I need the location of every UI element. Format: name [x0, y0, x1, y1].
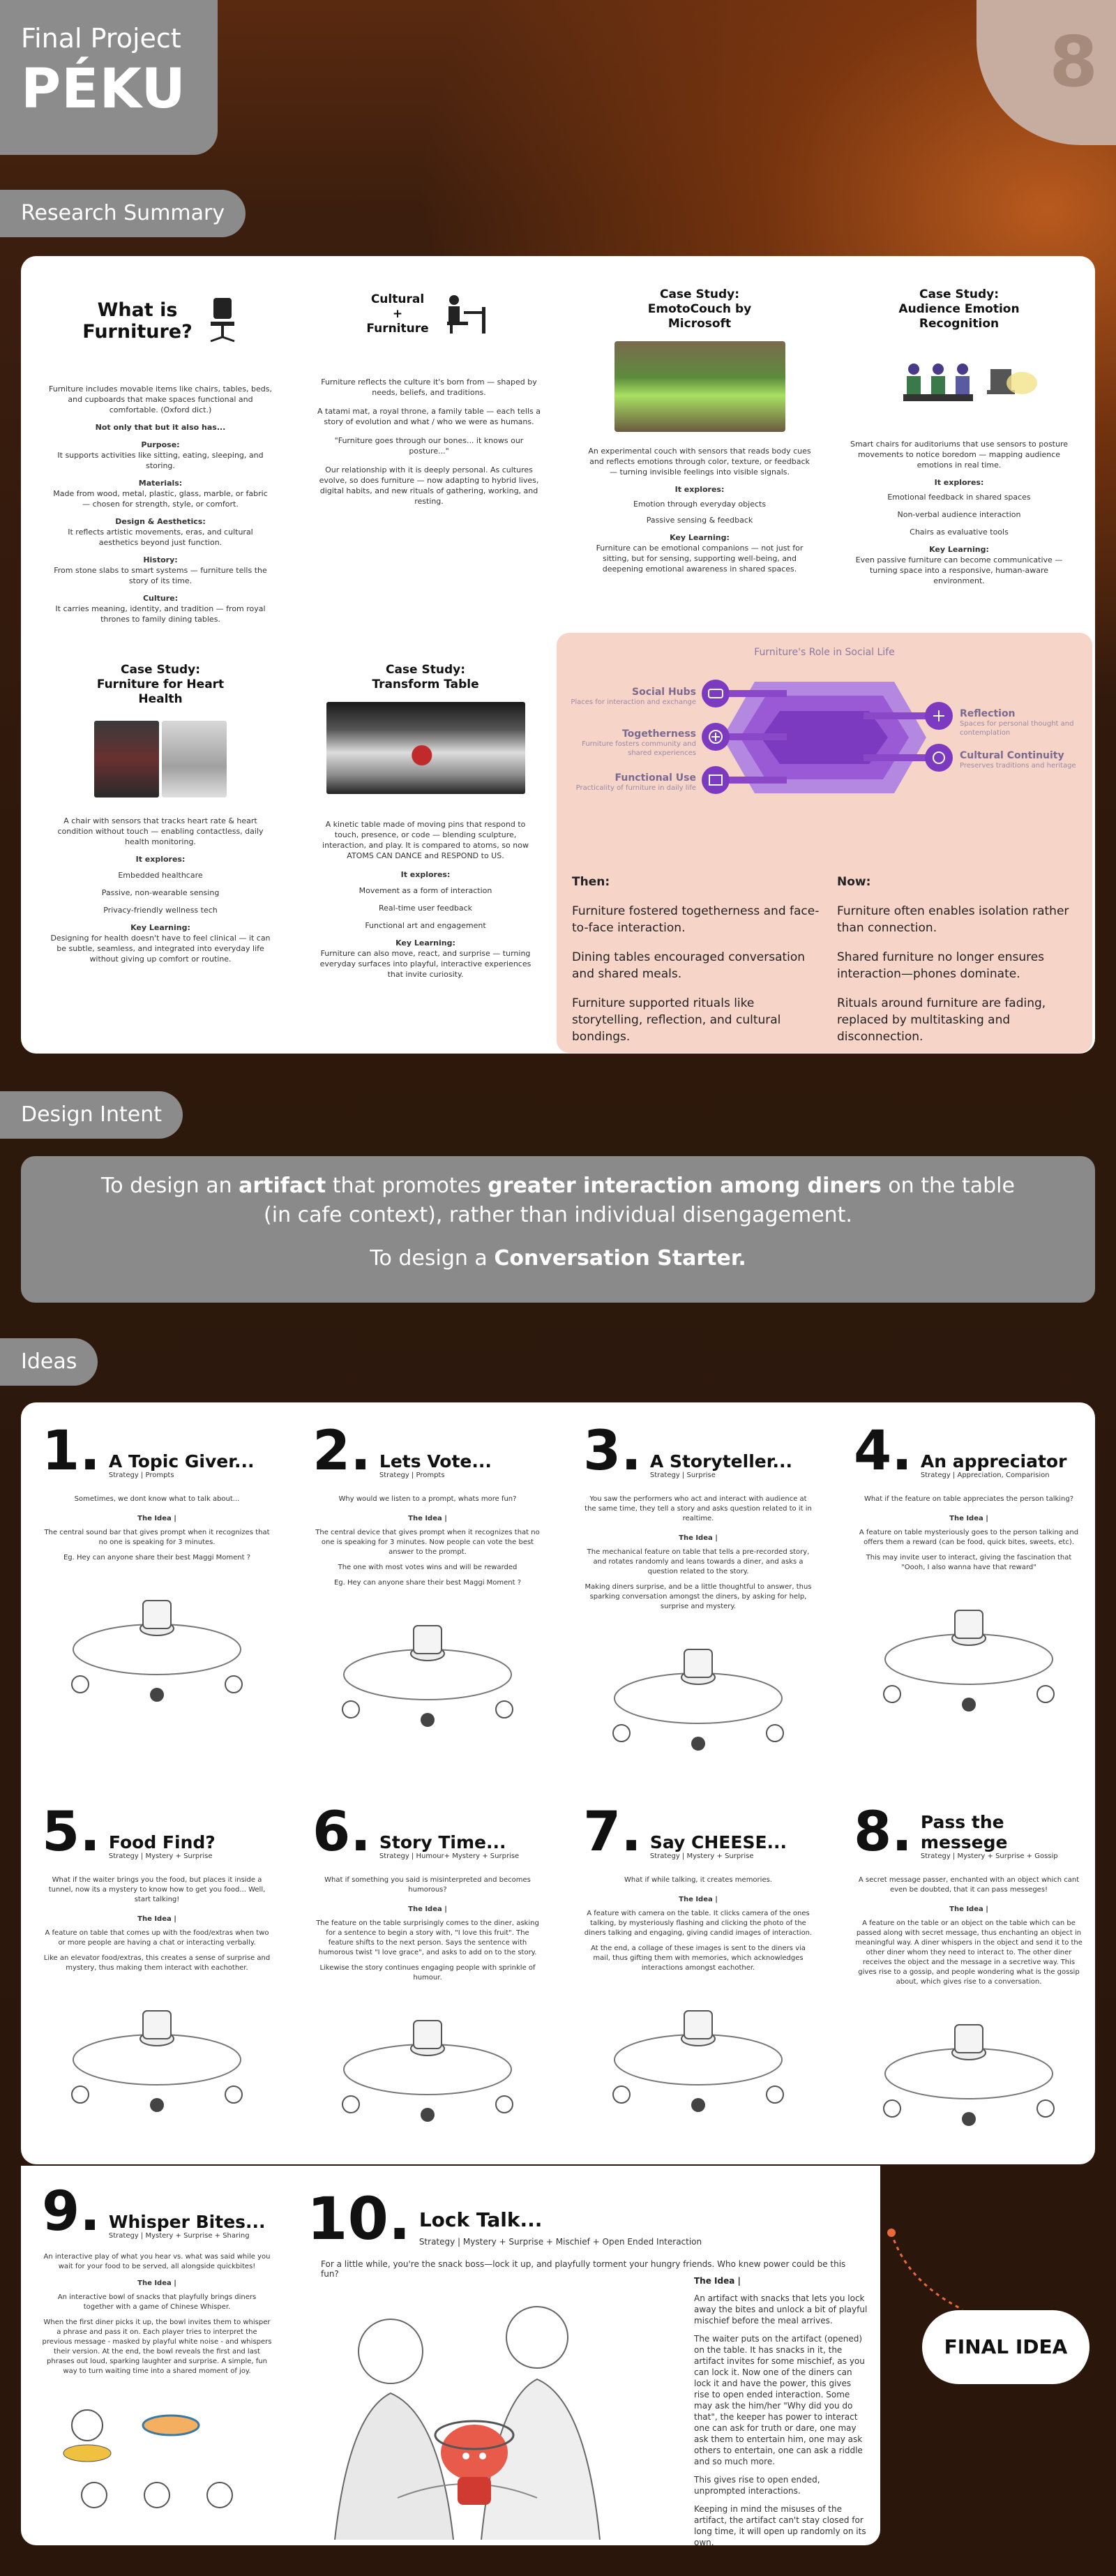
functional-use-label: Functional Use [614, 772, 696, 784]
emoto-explores-heading: It explores: [674, 485, 725, 494]
idea-3-number: 3. [583, 1420, 642, 1483]
idea-3-idea-heading: The Idea | [679, 1534, 718, 1542]
idea-3-extra: Making diners surprise, and be a little thoughtful to answer, thus sparking conversation amongst the diners, by asking for help, surprise and mystery. [585, 1583, 812, 1610]
intent-text-c: that promotes [326, 1174, 488, 1198]
materials-heading: Materials: [138, 479, 183, 488]
section-label-intent: Design Intent [0, 1091, 183, 1139]
idea-9-intro: An interactive play of what you hear vs. what was said while you wait for your food to be served, all alongside quickbites! [43, 2253, 271, 2270]
transform-learning-text: Furniture can also move, react, and surprise — turning everyday surfaces into playful, interactive experiences that invite curiosity. [319, 949, 531, 979]
idea-4-number: 4. [854, 1420, 912, 1483]
audience-learning-heading: Key Learning: [929, 545, 989, 554]
idea-8-idea-heading: The Idea | [949, 1905, 988, 1913]
furniture-definition: Furniture includes movable items like chairs, tables, beds, and cupboards that make spaces functional and comfortable. (Oxford dict.) [49, 384, 273, 414]
idea-8 [854, 1801, 1084, 2129]
heart-column [49, 663, 272, 964]
idea-2-idea-heading: The Idea | [408, 1515, 447, 1522]
cultural-title-2: + [392, 306, 403, 321]
heart-title-3: Health [138, 692, 183, 706]
idea-1-number: 1. [42, 1420, 100, 1483]
then-point-1: Furniture fostered togetherness and face-to-face interaction. [572, 904, 820, 935]
final-idea-badge: FINAL IDEA [922, 2310, 1089, 2384]
furniture-title-1: What is [97, 299, 178, 321]
idea-2-strategy: Strategy | Prompts [379, 1472, 445, 1479]
now-column [837, 874, 1081, 1045]
emoto-learning-heading: Key Learning: [670, 533, 730, 542]
idea-1-sketch [52, 1573, 262, 1705]
audience-explore-1: Emotional feedback in shared spaces [887, 493, 1031, 502]
intent-text-d: greater interaction among diners [488, 1174, 882, 1198]
idea-7-strategy: Strategy | Mystery + Surprise [649, 1852, 754, 1860]
continuity-label: Cultural Continuity [960, 750, 1064, 761]
cultural-text-1: Furniture reflects the culture it's born from — shaped by needs, beliefs, and traditions. [321, 377, 537, 397]
idea-9-text: An interactive bowl of snacks that playfully brings diners together with a game of Chinese Whisper. [57, 2293, 257, 2311]
reflection-desc: Spaces for personal thought and contemplation [960, 720, 1074, 737]
idea-5-strategy: Strategy | Mystery + Surprise [108, 1852, 213, 1860]
heart-explore-1: Embedded healthcare [118, 871, 203, 880]
heart-title-1: Case Study: [120, 663, 201, 677]
idea-6-number: 6. [312, 1801, 371, 1864]
emoto-title-1: Case Study: [659, 287, 740, 301]
intent-text-b: artifact [239, 1174, 326, 1198]
idea-2-intro: Why would we listen to a prompt, whats more fun? [338, 1495, 517, 1503]
culture-heading: Culture: [142, 594, 179, 603]
purpose-text: It supports activities like sitting, eating, sleeping, and storing. [57, 451, 264, 470]
idea-2-title: Lets Vote... [379, 1451, 492, 1472]
idea-4-intro: What if the feature on table appreciates the person talking? [864, 1495, 1074, 1503]
social-life-panel [557, 633, 1092, 1053]
audience-explore-3: Chairs as evaluative tools [910, 527, 1009, 537]
idea-6-extra: Likewise the story continues engaging people with sprinkle of humour. [319, 1964, 536, 1982]
idea-10-extra-3: Keeping in mind the misuses of the artifact, the artifact can't stay closed for long time, it will open up randomly on its own. [694, 2504, 866, 2547]
furniture-title-2: Furniture? [82, 321, 193, 343]
idea-10-extra: The waiter puts on the artifact (opened) on the table. It has snacks in it, the artifact invites for some mischief, as you can lock it. Now one of the diners can lock it and have the power, this gives rise to open ended interaction. Some may ask the him/her "Why did you do that", the keeper has power to interact one can ask for truth or dare, one may ask them to entertain him, one may ask others to entertain, one can ask a riddle and so much more. [694, 2334, 865, 2466]
idea-1-title: A Topic Giver... [108, 1451, 255, 1472]
audience-title-1: Case Study: [919, 287, 1000, 301]
idea-10-text: An artifact with snacks that lets you lock away the bites and unlock a bit of playful mischief before the meal arrives. [694, 2293, 868, 2326]
idea-6-intro: What if something you said is misinterpreted and becomes humorous? [324, 1876, 531, 1894]
idea-8-number: 8. [854, 1801, 912, 1864]
intent-text-f: To design a [370, 1246, 495, 1271]
emoto-title-2: EmotoCouch by [647, 302, 752, 316]
idea-5-idea-heading: The Idea | [137, 1915, 176, 1923]
togetherness-desc: Furniture fosters community and shared experiences [582, 740, 696, 757]
idea-7 [583, 1801, 813, 2116]
idea-5 [42, 1801, 272, 2116]
idea-4-extra: This may invite user to interact, giving the fascination that "Oooh, I also wanna have that reward" [866, 1554, 1072, 1571]
idea-7-intro: What if while talking, it creates memories. [624, 1876, 772, 1884]
emoto-learning-text: Furniture can be emotional companions — not just for sitting, but for sensing, supporting well-being, and deepening emotional awareness in shared spaces. [596, 544, 804, 574]
heart-chair-images [94, 721, 227, 797]
idea-10-sketch [307, 2296, 677, 2540]
idea-4-strategy: Strategy | Appreciation, Comparision [920, 1472, 1050, 1479]
transform-title-1: Case Study: [385, 663, 466, 677]
social-hubs-label: Social Hubs [632, 687, 696, 698]
audience-explores-heading: It explores: [934, 478, 984, 487]
emoto-explore-2: Passive sensing & feedback [646, 516, 753, 525]
audience-chairs-image [872, 341, 1046, 425]
idea-1-idea-heading: The Idea | [137, 1515, 176, 1522]
emotocouch-column [585, 287, 815, 574]
idea-10-number: 10. [307, 2185, 411, 2253]
furniture-lead: Not only that but it also has... [95, 423, 226, 432]
idea-4 [854, 1420, 1084, 1715]
idea-6-sketch [323, 1993, 532, 2125]
heart-title-2: Furniture for Heart [96, 677, 225, 691]
transform-explore-2: Real-time user feedback [378, 904, 473, 913]
heart-text: A chair with sensors that tracks heart rate & heart condition without touch — enabling contactless, daily health monitoring. [57, 816, 264, 846]
final-idea-connector [879, 2219, 976, 2323]
intent-text-a: To design an [101, 1174, 239, 1198]
emoto-title-3: Microsoft [668, 317, 732, 331]
idea-9-extra: When the first diner picks it up, the bowl invites them to whisper a phrase and pass it on. Each player tries to interpret the previous message - masked by playful white noise - and whispers their version. At the end, the bowl reveals the first and last phrases out loud, sparking laughter and surprise. A simple, fun way to turn waiting time into a shared moment of joy. [42, 2319, 272, 2375]
heart-explore-2: Passive, non-wearable sensing [101, 888, 220, 897]
emotocouch-image [614, 341, 785, 432]
intent-line-2: (in cafe context), rather than individual disengagement. [264, 1203, 852, 1227]
idea-1-text: The central sound bar that gives prompt when it recognizes that no one is speaking for 3 minutes. [44, 1529, 270, 1546]
idea-3-sketch [594, 1622, 803, 1754]
idea-9-number: 9. [42, 2180, 100, 2243]
idea-8-strategy: Strategy | Mystery + Surprise + Gossip [920, 1852, 1058, 1860]
idea-3 [583, 1420, 813, 1754]
idea-9-sketch [52, 2383, 262, 2523]
then-point-3: Furniture supported rituals like storytelling, reflection, and cultural bondings. [572, 996, 781, 1044]
idea-5-extra: Like an elevator food/extras, this creates a sense of surprise and mystery, thus making them interact with eachother. [43, 1954, 271, 1972]
cultural-text-3: Our relationship with it is deeply personal. As cultures evolve, so does furniture — now adapting to hybrid lives, digital habits, and new rituals of gathering, working, and resting. [319, 465, 539, 506]
idea-1-strategy: Strategy | Prompts [108, 1472, 174, 1479]
page-number-corner [976, 0, 1116, 145]
person-at-desk-icon [443, 294, 492, 334]
office-chair-icon [206, 297, 239, 345]
section-label-ideas: Ideas [0, 1338, 98, 1386]
emoto-explore-1: Emotion through everyday objects [633, 500, 767, 509]
idea-10 [307, 2185, 865, 2279]
transform-explores-heading: It explores: [400, 870, 451, 879]
idea-2-extra-2: Eg. Hey can anyone share their best Maggi Moment ? [333, 1579, 522, 1587]
idea-2-sketch [323, 1598, 532, 1730]
then-column [572, 874, 823, 1045]
idea-6-title: Story Time... [379, 1832, 506, 1852]
cultural-title-3: Furniture [366, 321, 429, 336]
section-label-research: Research Summary [0, 190, 246, 237]
idea-7-idea-heading: The Idea | [679, 1896, 718, 1903]
idea-9-idea-heading: The Idea | [137, 2279, 176, 2287]
idea-10-idea-heading: The Idea | [694, 2276, 741, 2286]
functional-use-label-group [571, 772, 696, 793]
materials-text: Made from wood, metal, plastic, glass, marble, or fabric — chosen for strength, style, or comfort. [53, 489, 268, 509]
idea-9 [42, 2180, 272, 2523]
audience-explore-2: Non-verbal audience interaction [897, 510, 1021, 519]
idea-8-intro: A secret message passer, enchanted with an object which cant even be doubted, that it can pass messeges! [858, 1876, 1080, 1894]
idea-8-text: A feature on the table or an object on the table which can be passed along with secret message, thus enchanting an object in meaningful way. A diner whispers in the object and send it to the other diner whom they need to interact to. The other diner receives the object and the message in a secretive way. This gives rise to a gossip, and people wondering what is the gossip about, which gives rise to a conversation. [855, 1919, 1083, 1986]
transform-text: A kinetic table made of moving pins that respond to touch, presence, or code — blending sculpture, interaction, and play. It is compared to atoms, so now ATOMS CAN DANCE and RESPOND to US. [322, 820, 529, 860]
audience-learning-text: Even passive furniture can become communicative — turning space into a responsive, human-aware environment. [855, 555, 1063, 585]
history-text: From stone slabs to smart systems — furniture tells the story of its time. [54, 566, 267, 585]
heart-explore-3: Privacy-friendly wellness tech [103, 906, 218, 915]
purpose-heading: Purpose: [141, 440, 180, 449]
heart-learning-text: Designing for health doesn't have to feel clinical — it can be subtle, seamless, and integrated into everyday life without giving up comfort or routine. [50, 934, 271, 964]
idea-1-intro: Sometimes, we dont know what to talk about... [74, 1495, 240, 1503]
idea-2-extra: The one with most votes wins and will be rewarded [338, 1564, 518, 1571]
idea-3-title: A Storyteller... [649, 1451, 792, 1472]
furniture-column [49, 293, 272, 624]
heart-learning-heading: Key Learning: [130, 923, 190, 932]
idea-9-strategy: Strategy | Mystery + Surprise + Sharing [108, 2232, 250, 2240]
idea-10-extra-2: This gives rise to open ended, unprompted interactions. [694, 2475, 820, 2496]
continuity-desc: Preserves traditions and heritage [960, 762, 1076, 770]
idea-2-number: 2. [312, 1420, 371, 1483]
idea-9-title: Whisper Bites... [108, 2212, 266, 2232]
design-text: It reflects artistic movements, eras, and cultural aesthetics beyond just function. [68, 527, 253, 547]
togetherness-label: Togetherness [621, 728, 696, 740]
idea-5-text: A feature on table that comes up with the food/extras when two or more people are having a chat or interacting verbally. [45, 1929, 269, 1947]
project-subtitle: Final Project [21, 23, 181, 54]
idea-5-sketch [52, 1983, 262, 2116]
idea-7-extra: At the end, a collage of these images is sent to the diners via mail, thus gifting them with memories, which acknowledges interactions amongst eachother. [591, 1945, 806, 1972]
title-block [0, 0, 218, 155]
idea-3-text: The mechanical feature on table that tells a pre-recorded story, and rotates randomly and leans towards a diner, and asks a question related to the story. [587, 1548, 810, 1575]
transform-table-image [326, 702, 525, 794]
idea-8-sketch [864, 1997, 1073, 2129]
idea-3-intro: You saw the performers who act and interact with audience at the same time, they tell a story and asks question related to it in realtime. [585, 1495, 812, 1522]
then-heading: Then: [572, 875, 610, 889]
idea-2 [312, 1420, 543, 1730]
history-heading: History: [143, 555, 178, 564]
intent-line-3 [21, 1244, 1095, 1273]
idea-7-sketch [594, 1983, 803, 2116]
idea-7-number: 7. [583, 1801, 642, 1864]
idea-3-strategy: Strategy | Surprise [649, 1472, 716, 1479]
idea-2-text: The central device that gives prompt when it recognizes that no one is speaking for 3 minutes. Now people can vote the best answer to the prompt. [315, 1529, 540, 1556]
emoto-text: An experimental couch with sensors that reads body cues and reflects emotions through color, texture, or feedback — turning invisible feelings into visible signals. [588, 447, 811, 477]
social-hubs-desc: Places for interaction and exchange [571, 698, 696, 706]
idea-10-description [694, 2276, 868, 2548]
culture-text: It carries meaning, identity, and tradition — from royal thrones to family dining tables. [55, 604, 266, 624]
idea-5-intro: What if the waiter brings you the food, but places it inside a tunnel, now its a mystery to know how to get you food... Well, start talking! [48, 1876, 266, 1903]
cultural-quote: "Furniture goes through our bones... it knows our posture..." [334, 436, 524, 456]
then-point-2: Dining tables encouraged conversation and shared meals. [572, 950, 806, 981]
idea-8-title: Pass the messege [920, 1812, 1008, 1852]
intent-text-g: Conversation Starter. [494, 1246, 746, 1271]
transform-title-2: Transform Table [372, 677, 479, 691]
idea-4-sketch [864, 1582, 1073, 1715]
intent-text-e: on the table [881, 1174, 1015, 1198]
idea-5-number: 5. [42, 1801, 100, 1864]
audience-title-3: Recognition [919, 317, 1000, 331]
audience-title-2: Audience Emotion [898, 302, 1020, 316]
now-point-1: Furniture often enables isolation rather than connection. [837, 904, 1069, 935]
heart-explores-heading: It explores: [135, 855, 186, 864]
audience-column [847, 287, 1071, 586]
design-intent-panel [21, 1156, 1095, 1303]
idea-6-text: The feature on the table surprisingly comes to the diner, asking for a sentence to begin a story with, "I love this fruit". The feature shifts to the next person. Says the sentence with humorous twist "I love grace", and asks to add on to the story. [316, 1919, 539, 1956]
idea-4-title: An appreciator [920, 1451, 1067, 1472]
idea-7-title: Say CHEESE... [649, 1832, 787, 1852]
cultural-text-2: A tatami mat, a royal throne, a family table — each tells a story of evolution and what / who we were as humans. [317, 407, 541, 426]
idea-6 [312, 1801, 543, 2125]
cultural-title-1: Cultural [370, 292, 425, 306]
idea-1-extra: Eg. Hey can anyone share their best Maggi Moment ? [63, 1554, 251, 1562]
page-number: 8 [1049, 21, 1098, 103]
now-heading: Now: [837, 875, 871, 889]
idea-6-idea-heading: The Idea | [408, 1905, 447, 1913]
idea-10-title: Lock Talk... [418, 2208, 543, 2231]
audience-text: Smart chairs for auditoriums that use sensors to posture movements to notice boredom — mapping audience emotions in real time. [850, 440, 1069, 470]
reflection-label: Reflection [960, 708, 1016, 719]
reflection-label-group [960, 708, 1082, 737]
idea-10-strategy: Strategy | Mystery + Surprise + Mischief + Open Ended Interaction [418, 2237, 702, 2247]
idea-6-strategy: Strategy | Humour+ Mystery + Surprise [379, 1852, 520, 1860]
transform-learning-heading: Key Learning: [395, 938, 455, 948]
togetherness-label-group [571, 728, 696, 758]
cultural-column [317, 286, 541, 507]
intent-line-1 [21, 1171, 1095, 1201]
social-hubs-label-group [571, 687, 696, 707]
social-life-title: Furniture's Role in Social Life [754, 647, 895, 658]
now-point-3: Rituals around furniture are fading, replaced by multitasking and disconnection. [837, 996, 1046, 1044]
idea-7-text: A feature with camera on the table. It clicks camera of the ones talking, by mysteriously flashing and clicking the photo of the diners talking and engaging, giving candid images of interaction. [584, 1910, 813, 1937]
idea-10-intro: For a little while, you're the snack boss—lock it up, and playfully torment your hungry friends. Who knew power could be this fun? [321, 2259, 846, 2279]
now-point-2: Shared furniture no longer ensures interaction—phones dominate. [837, 950, 1045, 981]
project-title: PÉKU [21, 58, 186, 121]
transform-explore-3: Functional art and engagement [365, 921, 486, 930]
idea-1 [42, 1420, 272, 1705]
continuity-label-group [960, 750, 1082, 770]
idea-4-text: A feature on table mysteriously goes to the person talking and offers them a reward (can be food, quick bites, sweets, etc). [859, 1529, 1079, 1546]
transform-explore-1: Movement as a form of interaction [359, 886, 492, 895]
design-heading: Design & Aesthetics: [115, 517, 206, 526]
idea-4-idea-heading: The Idea | [949, 1515, 988, 1522]
transform-column [314, 663, 537, 980]
functional-use-desc: Practicality of furniture in daily life [575, 784, 696, 792]
idea-5-title: Food Find? [108, 1832, 216, 1852]
